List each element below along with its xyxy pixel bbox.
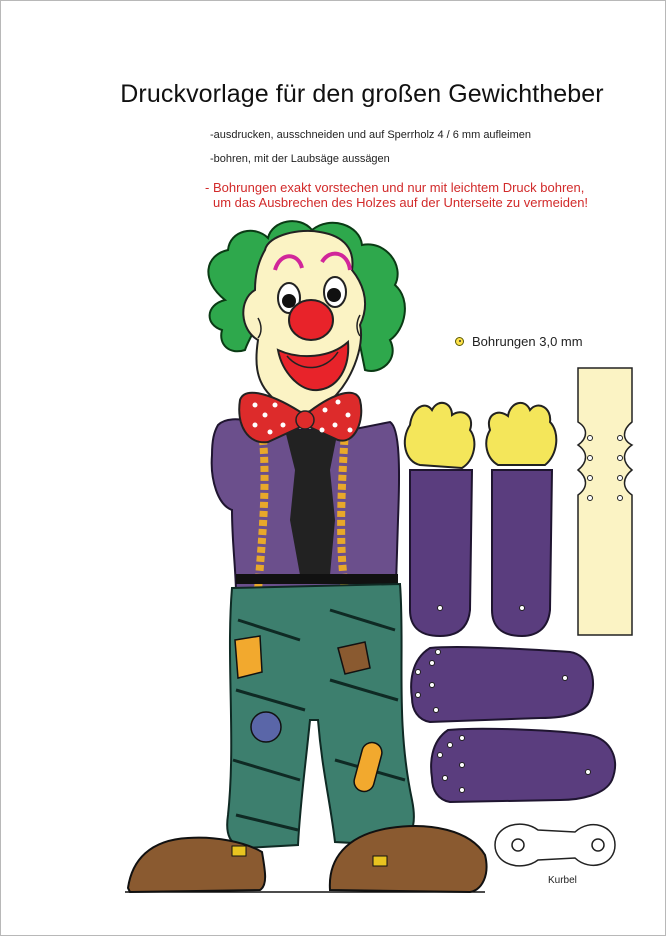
hand-right — [486, 403, 556, 465]
hole-legend-label: Bohrungen 3,0 mm — [472, 333, 583, 349]
arm-right — [492, 470, 552, 636]
leg-upper — [411, 647, 593, 722]
clown-shoes — [125, 826, 487, 892]
handle-bar — [578, 368, 632, 635]
instruction-drill: -bohren, mit der Laubsäge aussägen — [210, 153, 390, 165]
hand-left — [405, 403, 475, 468]
warning-line-2: um das Ausbrechen des Holzes auf der Unterseite zu vermeiden! — [213, 195, 589, 210]
leg-lower — [431, 729, 615, 802]
clown-vest — [212, 419, 399, 590]
patch-orange — [235, 636, 262, 678]
page-title: Druckvorlage für den großen Gewichtheber — [120, 80, 604, 108]
patch-purple — [251, 712, 281, 742]
instruction-print: -ausdrucken, ausschneiden und auf Sperrholz 4 / 6 mm aufleimen — [210, 129, 532, 141]
crank-label: Kurbel — [548, 875, 577, 886]
clown-face — [243, 231, 365, 412]
clown-trousers — [227, 584, 414, 848]
clown-nose — [289, 300, 333, 340]
arm-left — [410, 470, 472, 636]
crank-part — [495, 824, 615, 866]
warning-line-1: - Bohrungen exakt vorstechen und nur mit leichtem Druck bohren, — [205, 180, 585, 195]
